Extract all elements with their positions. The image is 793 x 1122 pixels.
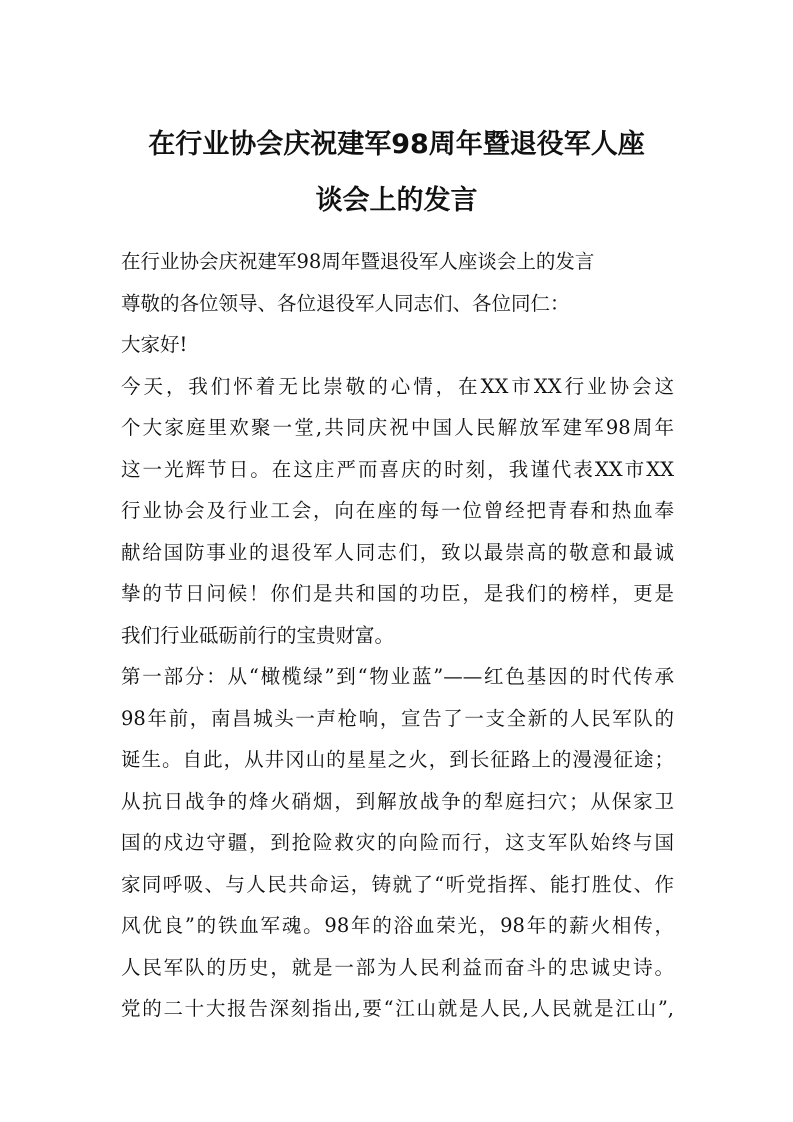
title-line: 谈会上的发言 — [315, 185, 478, 216]
body-line: 个大家庭里欢聚一堂,共同庆祝中国人民解放军建军98周年 — [121, 416, 674, 439]
body-line: 尊敬的各位领导、各位退役军人同志们、各位同仁： — [121, 291, 570, 315]
title-line: 在行业协会庆祝建军98周年暨退役军人座 — [148, 129, 645, 160]
document-body — [121, 241, 674, 1030]
body-line: 诞生。自此，从井冈山的星星之火，到长征路上的漫漫征途； — [121, 748, 674, 771]
body-line: 今天，我们怀着无比崇敬的心情，在XX市XX行业协会这 — [121, 374, 674, 398]
body-line: 人民军队的历史，就是一部为人民利益而奋斗的忠诚史诗。 — [121, 955, 674, 979]
body-line: 我们行业砥砺前行的宝贵财富。 — [121, 623, 395, 647]
body-line: 国的戍边守疆，到抢险救灾的向险而行，这支军队始终与国 — [121, 831, 674, 854]
body-line: 在行业协会庆祝建军98周年暨退役军人座谈会上的发言 — [121, 250, 595, 273]
body-line: 党的二十大报告深刻指出,要“江山就是人民,人民就是江山”, — [121, 997, 674, 1020]
body-line: 行业协会及行业工会，向在座的每一位曾经把青春和热血奉 — [121, 499, 674, 522]
section-heading: 第一部分：从“橄榄绿”到“物业蓝”——红色基因的时代传承 — [121, 665, 674, 688]
body-line: 风优良”的铁血军魂。98年的浴血荣光，98年的薪火相传， — [121, 914, 674, 937]
body-line: 98年前，南昌城头一声枪响，宣告了一支全新的人民军队的 — [121, 706, 674, 730]
document-title — [100, 117, 693, 229]
body-line: 从抗日战争的烽火硝烟，到解放战争的犁庭扫穴；从保家卫 — [121, 789, 674, 813]
body-line: 挚的节日问候！你们是共和国的功臣，是我们的榜样，更是 — [121, 582, 674, 605]
body-line: 家同呼吸、与人民共命运，铸就了“听党指挥、能打胜仗、作 — [121, 872, 674, 896]
body-line: 献给国防事业的退役军人同志们，致以最崇高的敬意和最诚 — [121, 540, 674, 564]
body-line: 大家好! — [121, 333, 188, 356]
body-line: 这一光辉节日。在这庄严而喜庆的时刻，我谨代表XX市XX — [121, 457, 674, 481]
